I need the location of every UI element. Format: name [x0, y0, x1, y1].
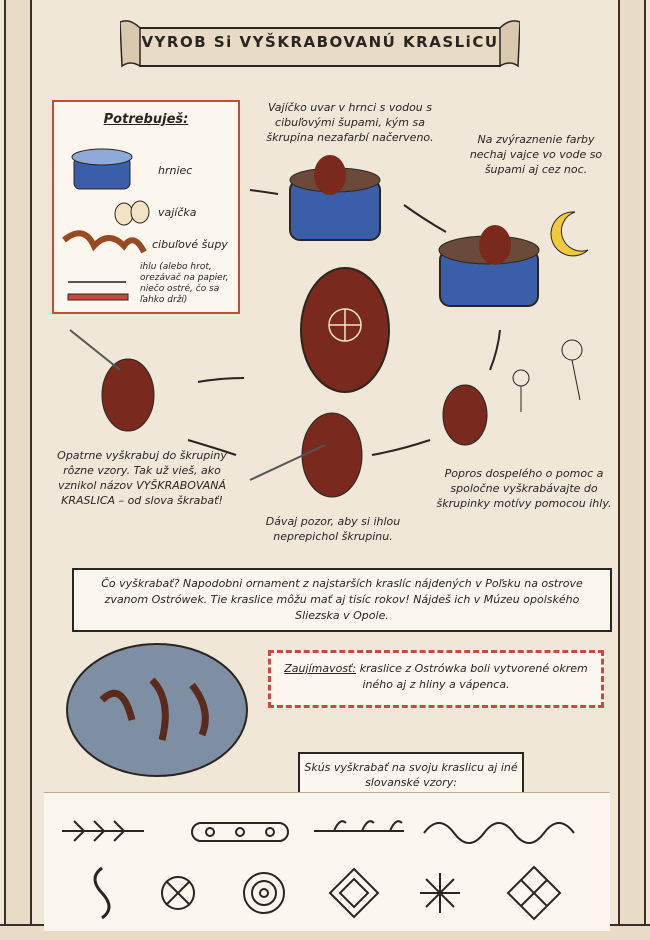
step-careful-text: Dávaj pozor, aby si ihlou neprepichol škrupinu. — [265, 515, 401, 543]
fact-box — [268, 650, 604, 708]
pot-overnight-illustration — [439, 225, 539, 306]
pot-with-eggs-illustration — [290, 155, 380, 240]
spiral-pattern — [424, 823, 574, 843]
info-text: Čo vyškrabať? Napodobni ornament z najstarších kraslíc nájdených v Poľsku na ostrove zvanom Ostrówek. Tie kraslice môžu mať aj tisíc rokov! Nájdeš ich v Múzeu opolského Sliezska v Opole. — [101, 577, 583, 622]
info-box — [72, 568, 612, 632]
arrow-pattern — [62, 821, 144, 841]
sun-symbol-pattern — [162, 877, 194, 909]
step-adult-help-text: Popros dospelého o pomoc a spoločne vyškrabávajte do škrupinky motívy pomocou ihly. — [436, 467, 612, 510]
ostrowek-egg-illustration — [62, 640, 262, 790]
fact-label: Zaujímavosť: — [284, 662, 357, 675]
egg-with-needle-left — [70, 330, 154, 431]
step-overnight-text: Na zvýraznenie farby nechaj vajce vo vode so šupami aj cez noc. — [469, 133, 603, 176]
fact-text: kraslice z Ostrówka boli vytvorené okrem iného aj z hliny a vápenca. — [359, 662, 588, 691]
step-scratch-text: Opatrne vyškrabuj do škrupiny rôzne vzory. Tak už vieš, ako vznikol názov VYŠKRABOVANÁ KRASLICA – od slova škrabať! — [57, 449, 227, 507]
supply-eggs: vajíčka — [158, 206, 197, 219]
decorated-egg-center — [301, 268, 389, 392]
branch-pattern — [314, 821, 404, 831]
egg-scratching-middle — [250, 413, 362, 497]
supplies-heading: Potrebuješ: — [103, 112, 189, 127]
star-pattern — [420, 873, 460, 913]
lattice-diamond-pattern — [508, 867, 560, 919]
s-symbol-pattern — [95, 868, 109, 918]
moon-icon — [551, 212, 588, 256]
slavic-patterns-strip — [44, 792, 610, 931]
supply-onion-peels: cibuľové šupy — [152, 238, 228, 251]
egg-with-people-right — [443, 340, 582, 445]
step-boil-text: Vajíčko uvar v hrnci s vodou s cibuľovými šupami, kým sa škrupina nezafarbí načerveno. — [266, 101, 434, 144]
try-patterns-text: Skús vyškrabať na svoju kraslicu aj iné slovanské vzory: — [304, 761, 518, 789]
circles-pattern — [192, 823, 288, 841]
supply-pot: hrniec — [158, 164, 193, 177]
page-title: VYROB Si VYŠKRABOVANÚ KRASLiCU — [141, 33, 499, 51]
diamond-pattern — [330, 869, 378, 917]
concentric-circles-pattern — [244, 873, 284, 913]
supply-needle: ihlu (alebo hrot, orezávač na papier, niečo ostré, čo sa ľahko drží) — [140, 262, 229, 305]
